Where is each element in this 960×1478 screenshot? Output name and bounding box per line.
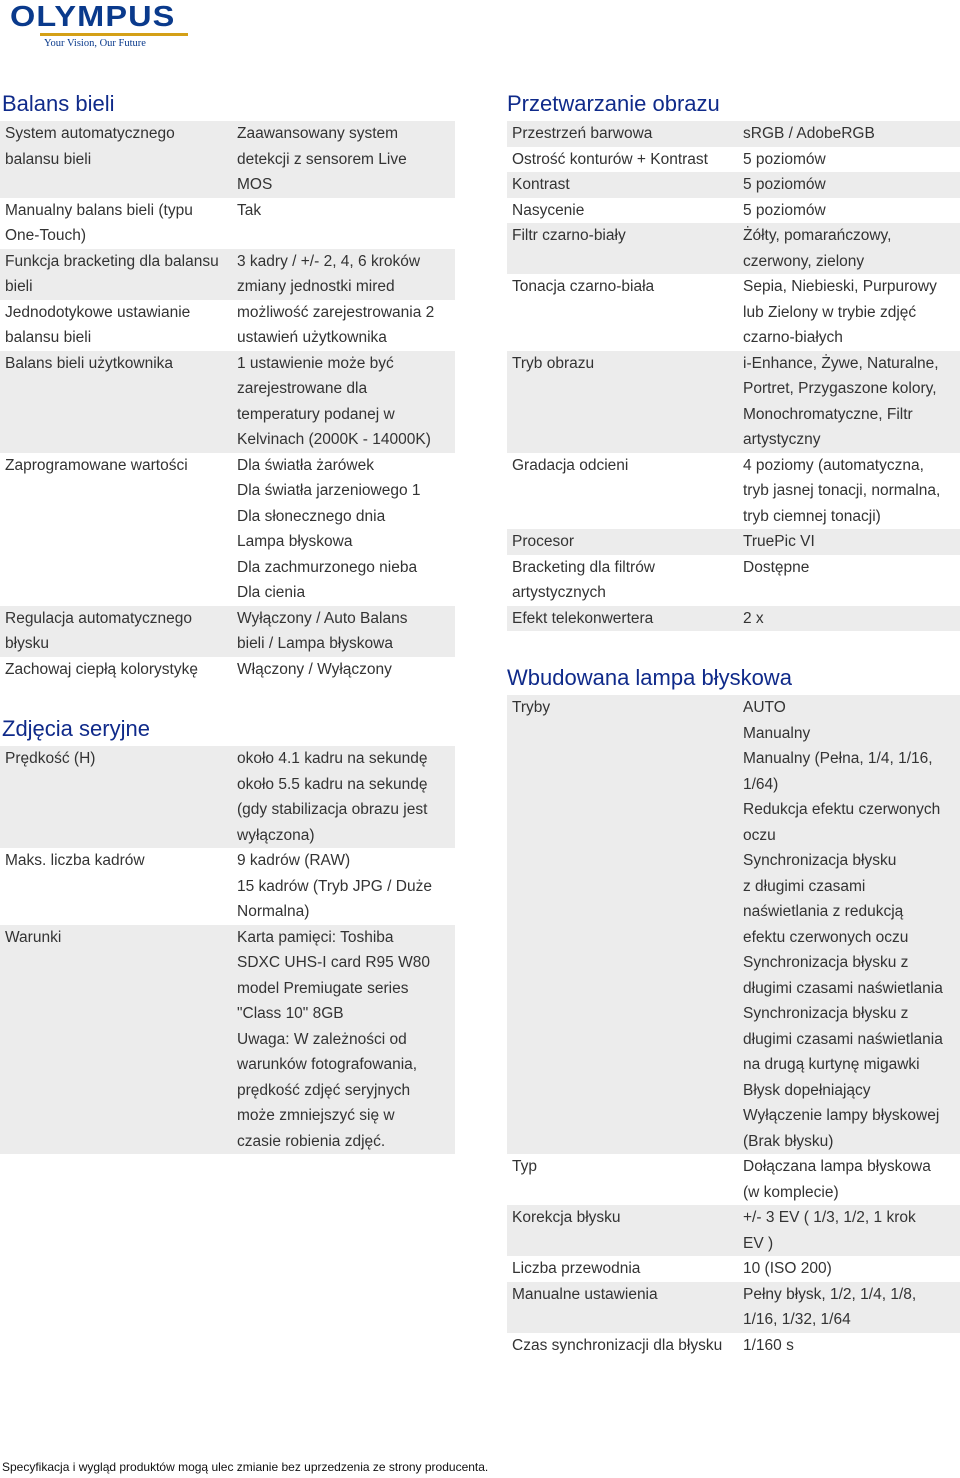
spec-value-line: detekcji z sensorem Live <box>237 150 407 168</box>
logo-tagline: Your Vision, Our Future <box>44 38 146 49</box>
spec-value-line: 9 kadrów (RAW) <box>237 852 351 869</box>
spec-label <box>507 198 743 224</box>
spec-value-line: +/- 3 EV ( 1/3, 1/2, 1 krok <box>743 1209 916 1226</box>
spec-label-line: Korekcja błysku <box>512 1209 621 1226</box>
spec-value-line: naświetlania z redukcją <box>743 903 904 920</box>
spec-label-line: Nasycenie <box>512 201 585 219</box>
spec-label-line: Filtr czarno-biały <box>512 227 626 244</box>
spec-label <box>0 657 237 683</box>
spec-label-line: One-Touch) <box>5 227 86 244</box>
spec-value-line: Wyłączony / Auto Balans <box>237 609 408 627</box>
spec-value <box>743 172 960 198</box>
spec-label-line: Tryby <box>512 699 551 716</box>
spec-value-line: Lampa błyskowa <box>237 533 353 550</box>
spec-value-line: 1/16, 1/32, 1/64 <box>743 1311 851 1328</box>
spec-label-line: Efekt telekonwertera <box>512 609 654 627</box>
table-row <box>507 453 960 530</box>
spec-value-line: MOS <box>237 176 273 193</box>
spec-label <box>507 1154 743 1205</box>
table-row <box>0 848 455 925</box>
spec-label <box>0 848 237 925</box>
table-row <box>507 1154 960 1205</box>
spec-value-line: Redukcja efektu czerwonych <box>743 801 941 818</box>
spec-label <box>507 172 743 198</box>
spec-label <box>0 746 237 848</box>
spec-value-line: EV ) <box>743 1234 774 1252</box>
table-row <box>507 1205 960 1256</box>
spec-value-line: wyłączona) <box>237 826 315 844</box>
spec-value <box>237 657 455 683</box>
spec-label <box>0 606 237 657</box>
spec-value-line: Synchronizacja błysku z <box>743 1005 909 1022</box>
table-row <box>507 274 960 351</box>
spec-value-line: Pełny błysk, 1/2, 1/4, 1/8, <box>743 1285 917 1303</box>
footer-disclaimer: Specyfikacja i wygląd produktów mogą ulec zmianie bez uprzedzenia ze strony producenta. <box>2 1460 489 1474</box>
table-row <box>0 746 455 848</box>
table-row <box>0 121 455 198</box>
spec-value <box>743 1282 960 1333</box>
spec-value-line: oczu <box>743 826 776 844</box>
spec-value <box>743 147 960 173</box>
spec-label-line: Balans bieli użytkownika <box>5 354 174 372</box>
spec-value-line: 4 poziomy (automatyczna, <box>743 456 924 474</box>
spec-value-line: Dla słonecznego dnia <box>237 507 386 525</box>
spec-value-line: zmiany jednostki mired <box>237 278 395 295</box>
spec-label <box>0 300 237 351</box>
section-title-image-processing: Przetwarzanie obrazu <box>507 91 720 116</box>
white-balance-table <box>0 121 455 682</box>
spec-value-line: Żółty, pomarańczowy, <box>743 227 892 244</box>
spec-label-line: Prędkość (H) <box>5 750 96 767</box>
spec-label-line: błysku <box>5 635 49 652</box>
spec-value-line: prędkość zdjęć seryjnych <box>237 1081 411 1099</box>
spec-value-line: Dołączana lampa błyskowa <box>743 1158 931 1175</box>
table-row <box>507 606 960 632</box>
spec-label-line: balansu bieli <box>5 329 92 346</box>
spec-value-line: i-Enhance, Żywe, Naturalne, <box>743 354 939 372</box>
spec-label-line: bieli <box>5 278 33 295</box>
spec-value <box>743 1333 960 1359</box>
table-row <box>0 300 455 351</box>
spec-value <box>237 746 455 848</box>
spec-value-line: Uwaga: W zależności od <box>237 1030 407 1048</box>
table-row <box>507 223 960 274</box>
spec-label <box>507 453 743 530</box>
spec-value-line: Dla cienia <box>237 584 306 601</box>
logo-underline <box>40 33 188 36</box>
spec-label-line: Zaprogramowane wartości <box>5 456 188 474</box>
spec-value-line: 1 ustawienie może być <box>237 354 394 372</box>
spec-value-line: tryb jasnej tonacji, normalna, <box>743 482 941 499</box>
spec-value <box>237 925 455 1155</box>
spec-value-line: Włączony / Wyłączony <box>237 660 392 678</box>
spec-value-line: 10 (ISO 200) <box>743 1260 832 1277</box>
spec-value-line: Dla zachmurzonego nieba <box>237 558 418 576</box>
spec-value <box>237 453 455 606</box>
spec-value-line: 5 poziomów <box>743 176 826 193</box>
spec-value <box>743 1154 960 1205</box>
spec-value-line: TruePic VI <box>743 533 815 550</box>
spec-value-line: 1/64) <box>743 775 779 793</box>
spec-label-line: Funkcja bracketing dla balansu <box>5 252 219 270</box>
spec-label-line: Regulacja automatycznego <box>5 609 192 627</box>
spec-value <box>237 606 455 657</box>
spec-label-line: artystycznych <box>512 584 606 601</box>
section-title-white-balance: Balans bieli <box>2 91 115 116</box>
spec-value-line: około 5.5 kadru na sekundę <box>237 775 428 793</box>
spec-label <box>507 606 743 632</box>
spec-value-line: czarno-białych <box>743 329 843 346</box>
spec-label <box>507 695 743 1154</box>
spec-value-line: (gdy stabilizacja obrazu jest <box>237 801 428 818</box>
spec-value-line: Błysk dopełniający <box>743 1081 871 1099</box>
spec-value-line: 5 poziomów <box>743 150 826 168</box>
spec-value <box>743 606 960 632</box>
spec-label <box>507 274 743 351</box>
spec-label <box>507 1333 743 1359</box>
table-row <box>507 1282 960 1333</box>
spec-value <box>237 351 455 453</box>
spec-value-line: Manualny (Pełna, 1/4, 1/16, <box>743 750 933 767</box>
spec-value-line: długimi czasami naświetlania <box>743 1030 943 1048</box>
section-title-flash: Wbudowana lampa błyskowa <box>507 665 792 690</box>
spec-value-line: Monochromatyczne, Filtr <box>743 405 913 423</box>
table-row <box>0 606 455 657</box>
spec-label-line: Maks. liczba kadrów <box>5 852 145 869</box>
spec-value <box>743 555 960 606</box>
table-row <box>507 351 960 453</box>
section-title-burst: Zdjęcia seryjne <box>2 716 150 741</box>
table-row <box>507 198 960 224</box>
spec-label-line: balansu bieli <box>5 150 92 168</box>
spec-value-line: Synchronizacja błysku <box>743 852 897 869</box>
spec-value-line: efektu czerwonych oczu <box>743 928 909 946</box>
spec-label <box>507 1282 743 1333</box>
spec-value-line: Kelvinach (2000K - 14000K) <box>237 431 431 448</box>
spec-value-line: Karta pamięci: Toshiba <box>237 928 394 946</box>
spec-label <box>0 121 237 198</box>
image-processing-table <box>507 121 960 631</box>
spec-label <box>507 1256 743 1282</box>
spec-label-line: Typ <box>512 1158 537 1175</box>
spec-value-line: bieli / Lampa błyskowa <box>237 635 393 652</box>
spec-value <box>743 695 960 1154</box>
spec-value-line: czasie robienia zdjęć. <box>237 1132 386 1150</box>
spec-value-line: z długimi czasami <box>743 877 866 895</box>
spec-value <box>743 529 960 555</box>
table-row <box>0 351 455 453</box>
spec-value-line: sRGB / AdobeRGB <box>743 125 875 142</box>
spec-label-line: Ostrość konturów + Kontrast <box>512 150 708 168</box>
spec-label-line: Bracketing dla filtrów <box>512 558 656 576</box>
table-row <box>507 121 960 147</box>
spec-value <box>743 453 960 530</box>
spec-value-line: Dostępne <box>743 558 810 576</box>
spec-label-line: Przestrzeń barwowa <box>512 125 653 142</box>
spec-value <box>743 121 960 147</box>
spec-value-line: temperatury podanej w <box>237 405 395 423</box>
table-row <box>0 657 455 683</box>
spec-value <box>743 223 960 274</box>
spec-value-line: model Premiugate series <box>237 979 409 997</box>
spec-value-line: długimi czasami naświetlania <box>743 979 943 997</box>
spec-value-line: Sepia, Niebieski, Purpurowy <box>743 278 937 295</box>
spec-value-line: 15 kadrów (Tryb JPG / Duże <box>237 877 432 895</box>
spec-value-line: 2 x <box>743 609 764 627</box>
spec-value-line: ustawień użytkownika <box>237 329 387 346</box>
spec-label-line: System automatycznego <box>5 125 175 142</box>
spec-value-line: Zaawansowany system <box>237 125 399 142</box>
table-row <box>0 198 455 249</box>
table-row <box>507 172 960 198</box>
spec-label-line: Tryb obrazu <box>512 354 595 372</box>
spec-label-line: Zachowaj ciepłą kolorystykę <box>5 660 198 678</box>
spec-label-line: Manualne ustawienia <box>512 1285 658 1303</box>
spec-value-line: Synchronizacja błysku z <box>743 954 909 971</box>
flash-table <box>507 695 960 1358</box>
olympus-logo <box>10 2 180 54</box>
spec-label <box>0 249 237 300</box>
spec-value-line: Dla światła jarzeniowego 1 <box>237 482 421 499</box>
spec-label <box>507 1205 743 1256</box>
spec-label <box>507 147 743 173</box>
spec-label-line: Czas synchronizacji dla błysku <box>512 1336 723 1354</box>
spec-value-line: AUTO <box>743 699 786 716</box>
spec-value-line: lub Zielony w trybie zdjęć <box>743 303 917 321</box>
spec-label-line: Gradacja odcieni <box>512 456 629 474</box>
table-row <box>507 1333 960 1359</box>
spec-value-line: artystyczny <box>743 431 821 448</box>
spec-value-line: tryb ciemnej tonacji) <box>743 507 881 525</box>
spec-value <box>743 198 960 224</box>
spec-value <box>743 1205 960 1256</box>
spec-value <box>237 300 455 351</box>
spec-value-line: Portret, Przygaszone kolory, <box>743 380 937 397</box>
spec-value-line: może zmniejszyć się w <box>237 1107 395 1124</box>
spec-value-line: Wyłączenie lampy błyskowej <box>743 1107 940 1124</box>
spec-value <box>743 1256 960 1282</box>
table-row <box>507 147 960 173</box>
spec-value <box>237 249 455 300</box>
spec-value-line: Normalna) <box>237 903 310 920</box>
spec-value-line: możliwość zarejestrowania 2 <box>237 303 435 321</box>
spec-value-line: zarejestrowane dla <box>237 380 368 397</box>
spec-label <box>507 223 743 274</box>
spec-label <box>507 121 743 147</box>
table-row <box>0 249 455 300</box>
table-row <box>507 695 960 1154</box>
spec-value-line: około 4.1 kadru na sekundę <box>237 750 428 767</box>
spec-value <box>237 198 455 249</box>
spec-label-line: Tonacja czarno-biała <box>512 278 655 295</box>
spec-value <box>237 848 455 925</box>
table-row <box>0 925 455 1155</box>
spec-value-line: 1/160 s <box>743 1336 794 1354</box>
spec-label-line: Procesor <box>512 533 575 550</box>
spec-label-line: Jednodotykowe ustawianie <box>5 303 191 321</box>
spec-label <box>507 529 743 555</box>
spec-value-line: warunków fotografowania, <box>237 1056 418 1073</box>
spec-label-line: Kontrast <box>512 176 570 193</box>
table-row <box>0 453 455 606</box>
spec-value-line: SDXC UHS-I card R95 W80 <box>237 954 430 971</box>
spec-value-line: "Class 10" 8GB <box>237 1005 344 1022</box>
spec-value <box>743 351 960 453</box>
spec-value-line: czerwony, zielony <box>743 252 865 270</box>
spec-label <box>0 453 237 606</box>
spec-label <box>507 351 743 453</box>
spec-value-line: Dla światła żarówek <box>237 456 374 474</box>
table-row <box>507 529 960 555</box>
spec-label <box>0 925 237 1155</box>
spec-value <box>237 121 455 198</box>
spec-label <box>507 555 743 606</box>
spec-label-line: Liczba przewodnia <box>512 1260 641 1277</box>
spec-label-line: Manualny balans bieli (typu <box>5 201 193 219</box>
spec-label-line: Warunki <box>5 928 62 946</box>
spec-label <box>0 351 237 453</box>
spec-label <box>0 198 237 249</box>
burst-table <box>0 746 455 1154</box>
spec-value-line: (w komplecie) <box>743 1183 839 1201</box>
spec-value-line: na drugą kurtynę migawki <box>743 1056 920 1073</box>
spec-value-line: 5 poziomów <box>743 201 826 219</box>
logo-wordmark: OLYMPUS <box>10 1 176 33</box>
spec-value-line: Manualny <box>743 724 811 742</box>
spec-value-line: 3 kadry / +/- 2, 4, 6 kroków <box>237 252 421 270</box>
spec-value-line: Tak <box>237 201 262 219</box>
table-row <box>507 555 960 606</box>
table-row <box>507 1256 960 1282</box>
spec-value-line: (Brak błysku) <box>743 1132 834 1150</box>
spec-value <box>743 274 960 351</box>
